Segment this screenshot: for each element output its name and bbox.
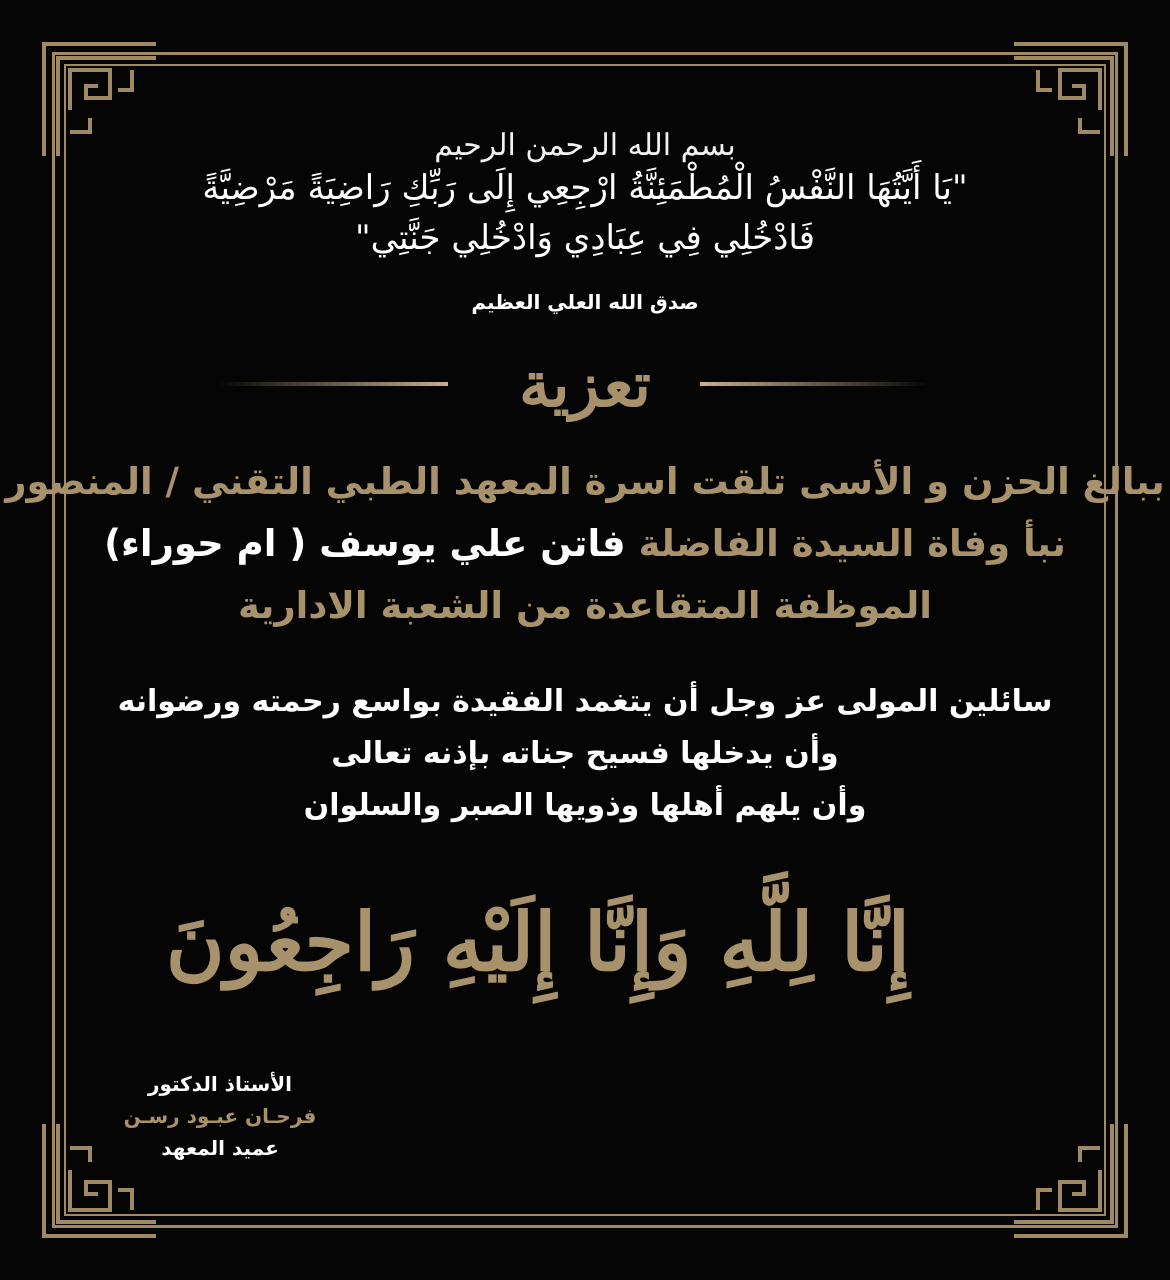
prayer-line-3: وأن يلهم أهلها وذويها الصبر والسلوان bbox=[303, 788, 867, 823]
signature-name: فرحـان عبـود رسـن bbox=[123, 1104, 317, 1128]
deceased-name: فاتن علي يوسف bbox=[319, 522, 626, 565]
signature-title: الأستاذ الدكتور bbox=[147, 1072, 293, 1096]
prayer-line-1: سائلين المولى عز وجل أن يتغمد الفقيدة بواسع رحمته ورضوانه bbox=[117, 684, 1053, 719]
quran-verse-line-2: فَادْخُلِي فِي عِبَادِي وَادْخُلِي جَنَّتِي" bbox=[355, 218, 815, 258]
announcement-line-1: ببالغ الحزن و الأسى تلقت اسرة المعهد الطبي التقني / المنصور bbox=[5, 460, 1165, 503]
announcement-prefix: نبأ وفاة السيدة الفاضلة bbox=[638, 522, 1066, 565]
quran-verse-line-1: "يَا أَيَّتُهَا النَّفْسُ الْمُطْمَئِنَّةُ ارْجِعِي إِلَى رَبِّكِ رَاضِيَةً مَرْضِيَّةً bbox=[202, 168, 968, 208]
announcement-line-2 bbox=[0, 522, 1170, 565]
signature-position: عميد المعهد bbox=[161, 1136, 279, 1160]
sadaq-allah: صدق الله العلي العظيم bbox=[471, 290, 699, 314]
page-title: تعزية bbox=[519, 348, 651, 421]
announcement-line-3: الموظفة المتقاعدة من الشعبة الادارية bbox=[238, 584, 932, 627]
inna-lillahi-calligraphy: إِنَّا لِلَّهِ وَإِنَّا إِلَيْهِ رَاجِعُونَ bbox=[165, 895, 910, 989]
basmala: بسم الله الرحمن الرحيم bbox=[434, 128, 736, 163]
deceased-nickname: ( ام حوراء) bbox=[104, 522, 307, 565]
prayer-line-2: وأن يدخلها فسيح جناته بإذنه تعالى bbox=[331, 736, 839, 771]
title-row bbox=[0, 344, 1170, 424]
